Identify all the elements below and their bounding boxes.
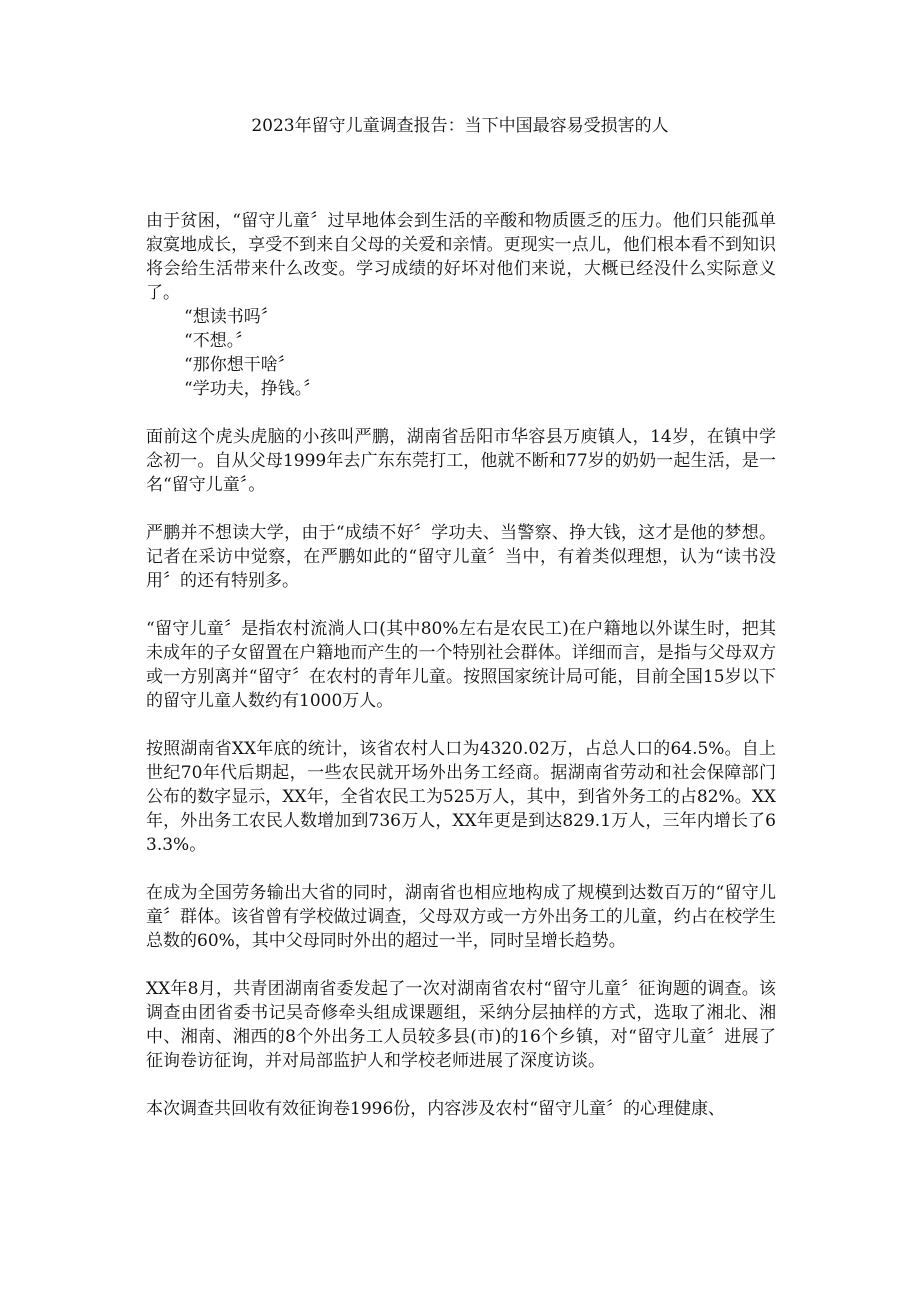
dialog-line: “那你想干啥〞 — [184, 355, 295, 375]
intro-paragraph: 由于贫困，“留守儿童〞过早地体会到生活的辛酸和物质匮乏的压力。他们只能孤单寂寞地成长，享受不到来自父母的关爱和亲情。更现实一点儿，他们根本看不到知识将会给生活带来什么改变。学习成绩的好坏对他们来说，大概已经没什么实际意义了。 — [146, 211, 776, 303]
body-paragraph: 面前这个虎头虎脑的小孩叫严鹏，湖南省岳阳市华容县万庾镇人，14岁，在镇中学念初一。自从父母1999年去广东东莞打工，他就不断和77岁的奶奶一起生活，是一名“留守儿童〞。 — [146, 427, 776, 495]
body-paragraph: “留守儿童〞是指农村流淌人口(其中80%左右是农民工)在户籍地以外谋生时，把其未成年的子女留置在户籍地而产生的一个特别社会群体。详细而言，是指与父母双方或一方别离并“留守〞在农村的青年儿童。按照国家统计局可能，目前全国15岁以下的留守儿童人数约有1000万人。 — [146, 619, 776, 711]
body-paragraph: 按照湖南省XX年底的统计，该省农村人口为4320.02万，占总人口的64.5%。自上世纪70年代后期起，一些农民就开场外出务工经商。据湖南省劳动和社会保障部门公布的数字显示，XX年，全省农民工为525万人，其中，到省外务工的占82%。XX年，外出务工农民人数增加到736万人，XX年更是到达829.1万人，三年内增长了63.3%。 — [146, 739, 776, 855]
document-body — [146, 209, 776, 1145]
dialog-block — [146, 305, 776, 401]
dialog-line: “学功夫，挣钱。〞 — [184, 379, 321, 399]
dialog-line: “不想。〞 — [184, 331, 253, 351]
body-paragraph: 严鹏并不想读大学，由于“成绩不好〞学功夫、当警察、挣大钱，这才是他的梦想。记者在采访中觉察，在严鹏如此的“留守儿童〞当中，有着类似理想，认为“读书没用〞的还有特别多。 — [146, 523, 776, 591]
body-paragraph: 本次调查共回收有效征询卷1996份，内容涉及农村“留守儿童〞的心理健康、 — [146, 1099, 725, 1119]
body-paragraph: XX年8月，共青团湖南省委发起了一次对湖南省农村“留守儿童〞征询题的调查。该调查由团省委书记吴奇修牵头组成课题组，采纳分层抽样的方式，选取了湘北、湘中、湘南、湘西的8个外出务工人员较多县(市)的16个乡镇，对“留守儿童〞进展了征询卷访征询，并对局部监护人和学校老师进展了深度访谈。 — [146, 979, 776, 1071]
body-paragraph: 在成为全国劳务输出大省的同时，湖南省也相应地构成了规模到达数百万的“留守儿童〞群体。该省曾有学校做过调查，父母双方或一方外出务工的儿童，约占在校学生总数的60%，其中父母同时外出的超过一半，同时呈增长趋势。 — [146, 883, 776, 951]
dialog-line: “想读书吗〞 — [184, 307, 278, 327]
document-title: 2023年留守儿童调查报告：当下中国最容易受损害的人 — [251, 116, 669, 136]
